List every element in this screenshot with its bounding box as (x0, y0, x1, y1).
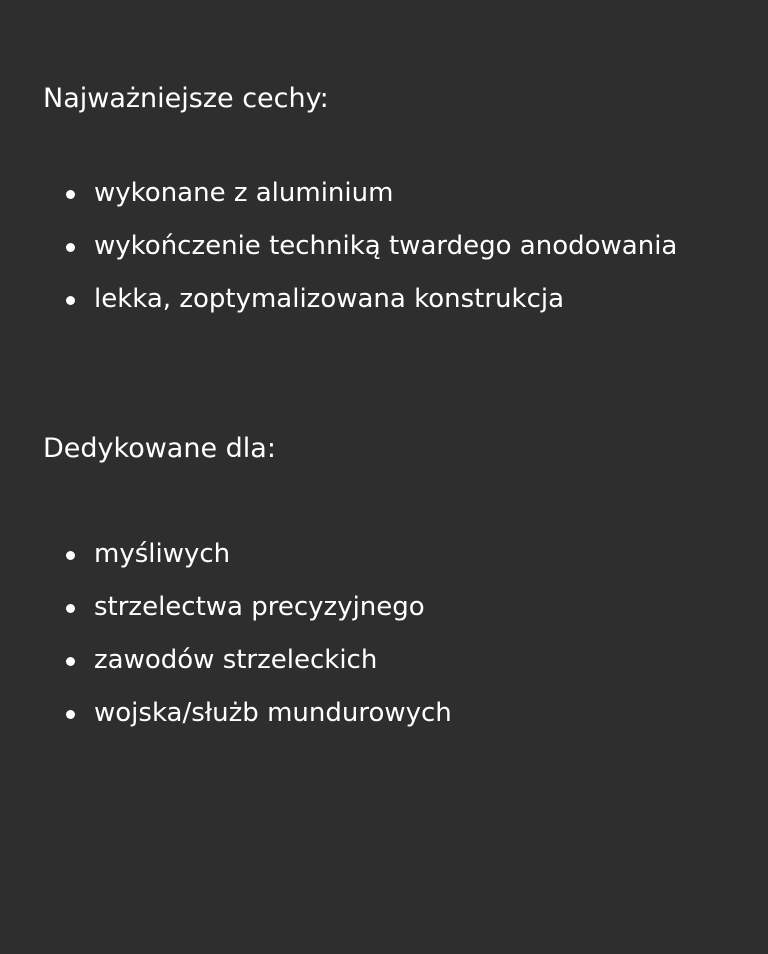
dedicated-list (0, 528, 452, 740)
bullet-icon (66, 190, 75, 199)
features-list (0, 167, 677, 326)
list-item-label: strzelectwa precyzyjnego (94, 592, 425, 622)
bullet-icon (66, 243, 75, 252)
list-item (0, 273, 677, 326)
bullet-icon (66, 296, 75, 305)
list-item (0, 687, 452, 740)
bullet-icon (66, 657, 75, 666)
list-item-label: lekka, zoptymalizowana konstrukcja (94, 284, 565, 314)
list-item-label: wykonane z aluminium (94, 178, 394, 208)
list-item (0, 528, 452, 581)
dedicated-heading: Dedykowane dla: (43, 433, 276, 464)
list-item-label: myśliwych (94, 539, 231, 569)
list-item-label: wojska/służb mundurowych (94, 698, 452, 728)
bullet-icon (66, 710, 75, 719)
bullet-icon (66, 551, 75, 560)
bullet-icon (66, 604, 75, 613)
features-heading: Najważniejsze cechy: (43, 83, 329, 114)
list-item (0, 167, 677, 220)
list-item-label: zawodów strzeleckich (94, 645, 378, 675)
list-item (0, 220, 677, 273)
list-item (0, 581, 452, 634)
list-item-label: wykończenie techniką twardego anodowania (94, 231, 678, 261)
list-item (0, 634, 452, 687)
